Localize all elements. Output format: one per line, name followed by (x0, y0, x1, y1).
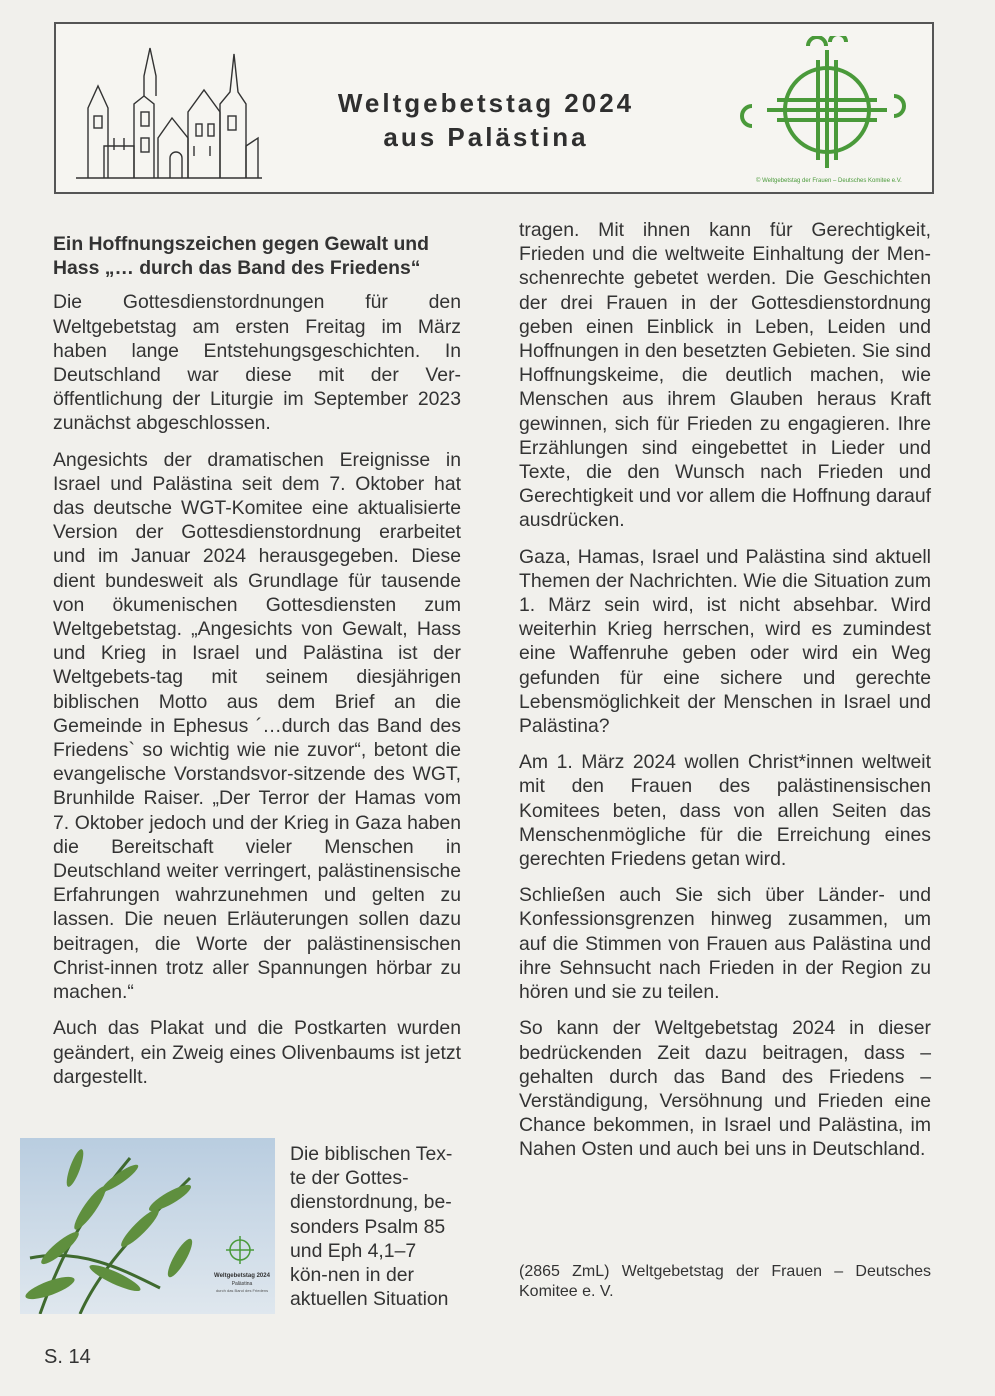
paragraph: tragen. Mit ihnen kann für Gerechtigkeit, Frieden und die weltweite Einhaltung der Men-schenrechte gebetet werden. Die Geschichten der drei Frauen in der Gottesdienstordnung geben einen Einblick in Leben, Leiden und Hoffnungen in den besetzten Gebieten. Sie sind Hoffnungskeime, die deutlich machen, wie Menschen aus ihrem Glauben heraus Kraft gewinnen, sich für Frieden zu engagieren. Ihre Erzählungen sind eingebettet in Lieder und Texte, die den Wunsch nach Frieden und Gerechtigkeit und vor allem die Hoffnung darauf ausdrücken. (519, 219, 931, 532)
title-line-1: Weltgebetstag 2024 (337, 88, 635, 118)
title-line-2: aus Palästina (383, 122, 589, 152)
paragraph: So kann der Weltgebetstag 2024 in dieser bedrückenden Zeit dazu beitragen, dass – gehalten durch das Band des Friedens – Verständigung, Versöhnung und Frieden eine Chance bekommen, in Israel und Palästina, im Nahen Osten und auch bei uns in Deutschland. (519, 1017, 931, 1161)
text-line: te der Gottes- (290, 1167, 409, 1190)
left-column (53, 232, 461, 1101)
olive-branch-photo (20, 1138, 275, 1314)
church-illustration-icon (74, 46, 264, 186)
paragraph: Am 1. März 2024 wollen Christ*innen weltweit mit den Frauen des palästinensischen Komitees beten, dass von allen Seiten das Menschenmögliche für die Erreichung eines gerechten Friedens getan wird. (519, 751, 931, 871)
article-credit: (2865 ZmL) Weltgebetstag der Frauen – Deutsches Komitee e. V. (519, 1263, 931, 1300)
photo-side-text (290, 1142, 455, 1311)
wgt-cross-logo-icon (732, 36, 922, 176)
article-heading: Ein Hoffnungszeichen gegen Gewalt und Hass „… durch das Band des Friedens“ (53, 233, 429, 280)
paragraph: Gaza, Hamas, Israel und Palästina sind aktuell Themen der Nachrichten. Wie die Situation zum 1. März sein wird, ist nicht absehbar. Wird weiterhin Krieg herrschen, wird es zumindest eine Waffenruhe geben oder wird ein Weg gefunden für eine sichere und gerechte Lebensmöglichkeit der Menschen in Israel und Palästina? (519, 545, 931, 738)
paragraph: Angesichts der dramatischen Ereignisse in Israel und Palästina seit dem 7. Oktober hat das deutsche WGT-Komitee eine aktualisierte Version der Gottesdienstordnung erarbeitet und im Januar 2024 herausgegeben. Diese dient bundesweit als Grundlage für tausende von ökumenischen Gottesdiensten zum Weltgebetstag. „Angesichts von Gewalt, Hass und Krieg in Israel und Palästina ist der Weltgebets-tag mit seinem diesjährigen biblischen Motto aus dem Brief an die Gemeinde in Ephesus ´…durch das Band des Friedens` so wichtig wie nie zuvor“, betont die evangelische Vorstandsvor-sitzende des WGT, Brunhilde Raiser. „Der Terror der Hamas vom 7. Oktober jedoch und der Krieg in Gaza haben die Bereitschaft vieler Menschen in Deutschland weiter verringert, palästinensische Erfahrungen wahrzunehmen und gelten zu lassen. Die neuen Erläuterungen sollen dazu beitragen, die Worte der palästinensischen Christ-innen trotz aller Spannungen hörbar zu machen.“ (53, 448, 461, 1004)
text-line: und Eph 4,1–7 (290, 1239, 417, 1262)
poster-title: Weltgebetstag 2024 (214, 1273, 270, 1279)
poster-motto: durch das Band des Friedens (215, 1288, 269, 1293)
page-title (256, 86, 716, 154)
text-line: aktuellen Situation (290, 1288, 449, 1311)
paragraph: Schließen auch Sie sich über Länder- und Konfessionsgrenzen hinweg zusammen, um auf die Stimmen von Frauen aus Palästina und ihre Sehnsucht nach Frieden in der Region zu hören und sie zu teilen. (519, 884, 931, 1004)
logo-caption: © Weltgebetstag der Frauen – Deutsches Komitee e.V. (756, 178, 902, 184)
text-line: Die biblischen Tex- (290, 1143, 453, 1165)
paragraph: Die Gottesdienstordnungen für den Weltgebetstag am ersten Freitag im März haben lange Entstehungsgeschichten. In Deutschland war diese mit der Ver-öffentlichung der Liturgie im September 2023 zunächst abgeschlossen. (53, 291, 461, 435)
text-line: kön-nen in der (290, 1264, 414, 1287)
text-line: sonders Psalm 85 (290, 1215, 446, 1238)
header-box (54, 22, 934, 194)
right-column (519, 218, 931, 1174)
page-number: S. 14 (44, 1346, 91, 1368)
paragraph: Auch das Plakat und die Postkarten wurden geändert, ein Zweig eines Olivenbaums ist jetzt dargestellt. (53, 1017, 461, 1088)
poster-subtitle: Palästina (231, 1281, 253, 1287)
text-line: dienstordnung, be- (290, 1191, 452, 1214)
